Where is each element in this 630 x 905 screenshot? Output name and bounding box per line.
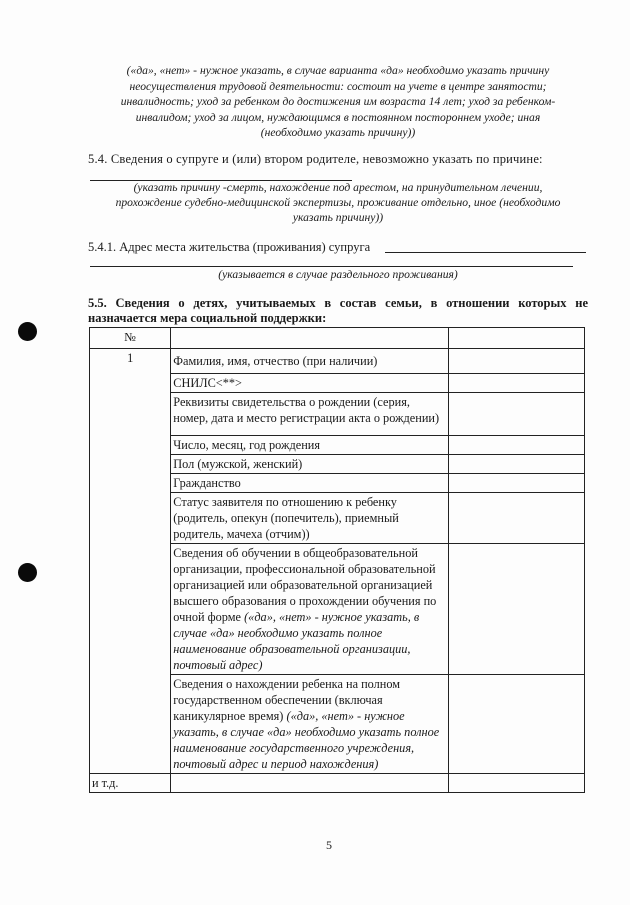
- top-note-line: инвалидность; уход за ребенком до достижения им возраста 14 лет; уход за ребенком-: [120, 95, 556, 108]
- header-label-cell: [171, 328, 448, 349]
- row-label: СНИЛС<**>: [171, 374, 448, 393]
- row-label: Статус заявителя по отношению к ребенку (родитель, опекун (попечитель), приемный родитель, мачеха (отчим)): [171, 493, 448, 544]
- section-5-5-line: назначается мера социальной поддержки:: [88, 311, 327, 325]
- footer-label-cell: [171, 774, 448, 793]
- top-note-line: («да», «нет» - нужное указать, в случае варианта «да» необходимо указать причину: [126, 64, 550, 77]
- section-5-4-1-label: 5.4.1. Адрес места жительства (проживания) супруга: [88, 240, 371, 254]
- row-label: Фамилия, имя, отчество (при наличии): [171, 349, 448, 374]
- row-number-cell: 1: [90, 349, 171, 774]
- row-value[interactable]: [448, 393, 584, 436]
- section-5-4-text: 5.4. Сведения о супруге и (или) втором родителе, невозможно указать по причине:: [88, 152, 543, 166]
- row-label: Сведения об обучении в общеобразовательной организации, профессиональной образовательной организацией или образовательной организацией высшего образования о прохождении обучения по очной форме («да», «нет» - нужное указать, в случае «да» необходимо указать полное наименование образовательной организации, почтовый адрес): [171, 544, 448, 675]
- section-5-5-heading: [88, 296, 588, 326]
- table-footer-row: [90, 774, 585, 793]
- spouse-address-line-1: [385, 252, 586, 253]
- top-note: [88, 63, 588, 141]
- section-5-5-line: 5.5. Сведения о детях, учитываемых в состав семьи, в отношении которых не: [88, 296, 588, 310]
- row-value[interactable]: [448, 436, 584, 455]
- row-value[interactable]: [448, 474, 584, 493]
- section-5-4-1-note: (указывается в случае раздельного проживания): [218, 268, 458, 281]
- row-label: Пол (мужской, женский): [171, 455, 448, 474]
- top-note-line: инвалидом; уход за лицом, нуждающимся в постоянном постороннем уходе; иная: [135, 110, 541, 124]
- table-row: [90, 349, 585, 374]
- section-5-4-note-line: указать причину)): [292, 211, 384, 224]
- row-value[interactable]: [448, 455, 584, 474]
- row-value[interactable]: [448, 493, 584, 544]
- row-label: Сведения о нахождении ребенка на полном государственном обеспечении (включая каникулярное время) («да», «нет» - нужное указать, в случае «да» необходимо указать полное наименование государственного учреждения, почтовый адрес и период нахождения): [171, 675, 448, 774]
- header-value-cell: [448, 328, 584, 349]
- top-note-line: неосуществления трудовой деятельности: состоит на учете в центре занятости;: [129, 79, 547, 93]
- top-note-line: (необходимо указать причину)): [260, 126, 416, 139]
- section-5-4-note-line: (указать причину -смерть, нахождение под арестом, на принудительном лечении,: [133, 181, 543, 194]
- children-table: [89, 327, 585, 793]
- footer-cell: и т.д.: [90, 774, 171, 793]
- table-header-row: [90, 328, 585, 349]
- punch-hole-bottom: [18, 563, 37, 582]
- section-5-4-note: [88, 180, 588, 225]
- row-value[interactable]: [448, 675, 584, 774]
- row-label: Реквизиты свидетельства о рождении (серия, номер, дата и место регистрации акта о рождении): [171, 393, 448, 436]
- header-number-cell: №: [90, 328, 171, 349]
- row-value[interactable]: [448, 544, 584, 675]
- row-value[interactable]: [448, 349, 584, 374]
- page-number: 5: [326, 838, 332, 852]
- row-label: Число, месяц, год рождения: [171, 436, 448, 455]
- section-5-4-note-line: прохождение судебно-медицинской экспертизы, проживание отдельно, иное (необходимо: [115, 196, 561, 209]
- footer-value-cell[interactable]: [448, 774, 584, 793]
- punch-hole-top: [18, 322, 37, 341]
- row-value[interactable]: [448, 374, 584, 393]
- row-label: Гражданство: [171, 474, 448, 493]
